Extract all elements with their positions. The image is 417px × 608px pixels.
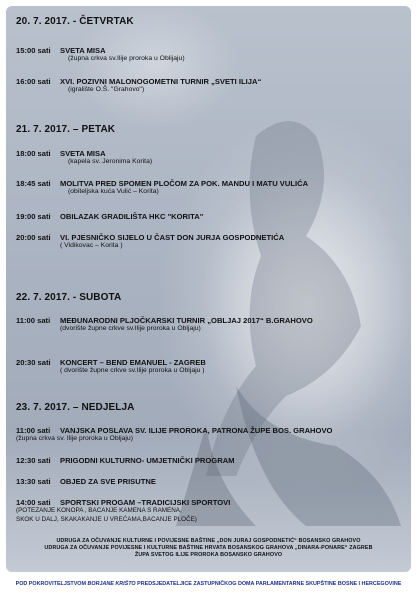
- event-location: ( Vidikovac – Korita ): [60, 242, 123, 249]
- event-sunday-culture: [16, 456, 401, 465]
- event-location: (POTEZANJE KONOPA , BACANJE KAMENA S RAMENA,: [16, 507, 182, 514]
- event-time: 20:00 sati: [16, 233, 51, 242]
- sponsor-suffix: PREDSJEDATELJICE ZASTUPNIČKOG DOMA PARLAMENTARNE SKUPŠTINE BOSNE I HERCEGOVINE: [135, 581, 402, 587]
- event-title: OBJED ZA SVE PRISUTNE: [60, 477, 156, 486]
- event-friday-prayer: [16, 179, 401, 197]
- event-title: KONCERT – BEND EMANUEL - ZAGREB: [60, 358, 206, 367]
- event-time: 11:00 sati: [16, 426, 51, 435]
- event-location: ( dvorište župne crkve sv.Ilije proroka u Obljaju ): [60, 367, 205, 374]
- event-time: 15:00 sati: [16, 46, 51, 55]
- organizer-line: UDRUGA ZA OČUVANJE POVIJESNE I KULTURNE BAŠTINE HRVATA BOSANSKOG GRAHOVA „DINARA-PONARE“ ZAGREB: [44, 545, 373, 551]
- organizers-block: [6, 538, 411, 559]
- event-sunday-procession: [16, 426, 401, 444]
- event-thursday-football: [16, 77, 401, 95]
- event-sunday-sports: [16, 498, 401, 524]
- event-title: OBILAZAK GRADILIŠTA HKC "KORITA": [60, 212, 204, 221]
- event-location: (župna crkva sv. Ilije proroka u Obljaju): [16, 435, 133, 442]
- event-location: (dvorište župne crkve sv.Ilije proroka u Obljaju): [60, 325, 201, 332]
- event-location-continued: SKOK U DALJ, SKAKAKANJE U VREĆAMA,BACANJE PLOČE): [16, 515, 197, 523]
- day-header-sunday: 23. 7. 2017. – NEDJELJA: [16, 402, 135, 413]
- event-saturday-tournament: [16, 316, 401, 334]
- event-title: SPORTSKI PROGAM –TRADICIJSKI SPORTOVI: [60, 498, 231, 507]
- program-panel: [6, 6, 411, 572]
- sponsor-name: BORJANE KRIŠTO: [87, 581, 136, 587]
- day-header-thursday: 20. 7. 2017. - ČETVRTAK: [16, 16, 134, 27]
- organizer-line: ŽUPA SVETOG ILIJE PROROKA BOSANSKO GRAHOVO: [134, 552, 283, 558]
- event-time: 20:30 sati: [16, 358, 51, 367]
- event-title: MEĐUNARODNI PLJOČKARSKI TURNIR „OBLJAJ 2017“ B.GRAHOVO: [60, 316, 313, 325]
- event-time: 16:00 sati: [16, 77, 51, 86]
- event-time: 18:45 sati: [16, 179, 51, 188]
- event-location: (obiteljska kuća Vulić – Korita): [68, 188, 159, 195]
- event-friday-poetry: [16, 233, 401, 251]
- event-title: VI. PJESNIČKO SIJELO U ČAST DON JURJA GOSPODNETIĆA: [60, 233, 285, 242]
- event-location: (kapela sv. Jeronima Korita): [68, 158, 153, 165]
- day-header-friday: 21. 7. 2017. – PETAK: [16, 124, 116, 135]
- event-title: MOLITVA PRED SPOMEN PLOČOM ZA POK. MANDU I MATU VULIĆA: [60, 179, 309, 188]
- event-time: 19:00 sati: [16, 212, 51, 221]
- day-header-saturday: 22. 7. 2017. - SUBOTA: [16, 292, 122, 303]
- event-time: 14:00 sati: [16, 498, 51, 507]
- event-title: SVETA MISA: [60, 46, 106, 55]
- sponsor-prefix: POD POKROVITELJSTVOM: [15, 581, 88, 587]
- sponsor-line: [0, 581, 417, 587]
- event-title: VANJSKA POSLAVA SV. ILIJE PROROKA, PATRONA ŽUPE BOS. GRAHOVO: [60, 426, 333, 435]
- event-friday-tour: [16, 212, 401, 221]
- event-time: 12:30 sati: [16, 456, 51, 465]
- event-thursday-mass: [16, 46, 401, 64]
- event-location: (župna crkva sv.Ilije proroka u Oblijaju): [68, 55, 185, 62]
- event-time: 18:00 sati: [16, 149, 51, 158]
- event-friday-mass: [16, 149, 401, 167]
- event-title: PRIGODNI KULTURNO- UMJETNIČKI PROGRAM: [60, 456, 235, 465]
- event-time: 11:00 sati: [16, 316, 51, 325]
- event-title: SVETA MISA: [60, 149, 106, 158]
- event-sunday-lunch: [16, 477, 401, 486]
- event-title: XVI. POZIVNI MALONOGOMETNI TURNIR „SVETI ILIJA“: [60, 77, 262, 86]
- event-time: 13:30 sati: [16, 477, 51, 486]
- organizer-line: UDRUGA ZA OČUVANJE KULTURNE I POVIJESNE BAŠTINE „DON JURAJ GOSPODNETIĆ“ BOSANSKO GRAHOVO: [56, 538, 361, 544]
- event-saturday-concert: [16, 358, 401, 376]
- event-location: (igralište O.Š. "Grahovo"): [68, 86, 145, 93]
